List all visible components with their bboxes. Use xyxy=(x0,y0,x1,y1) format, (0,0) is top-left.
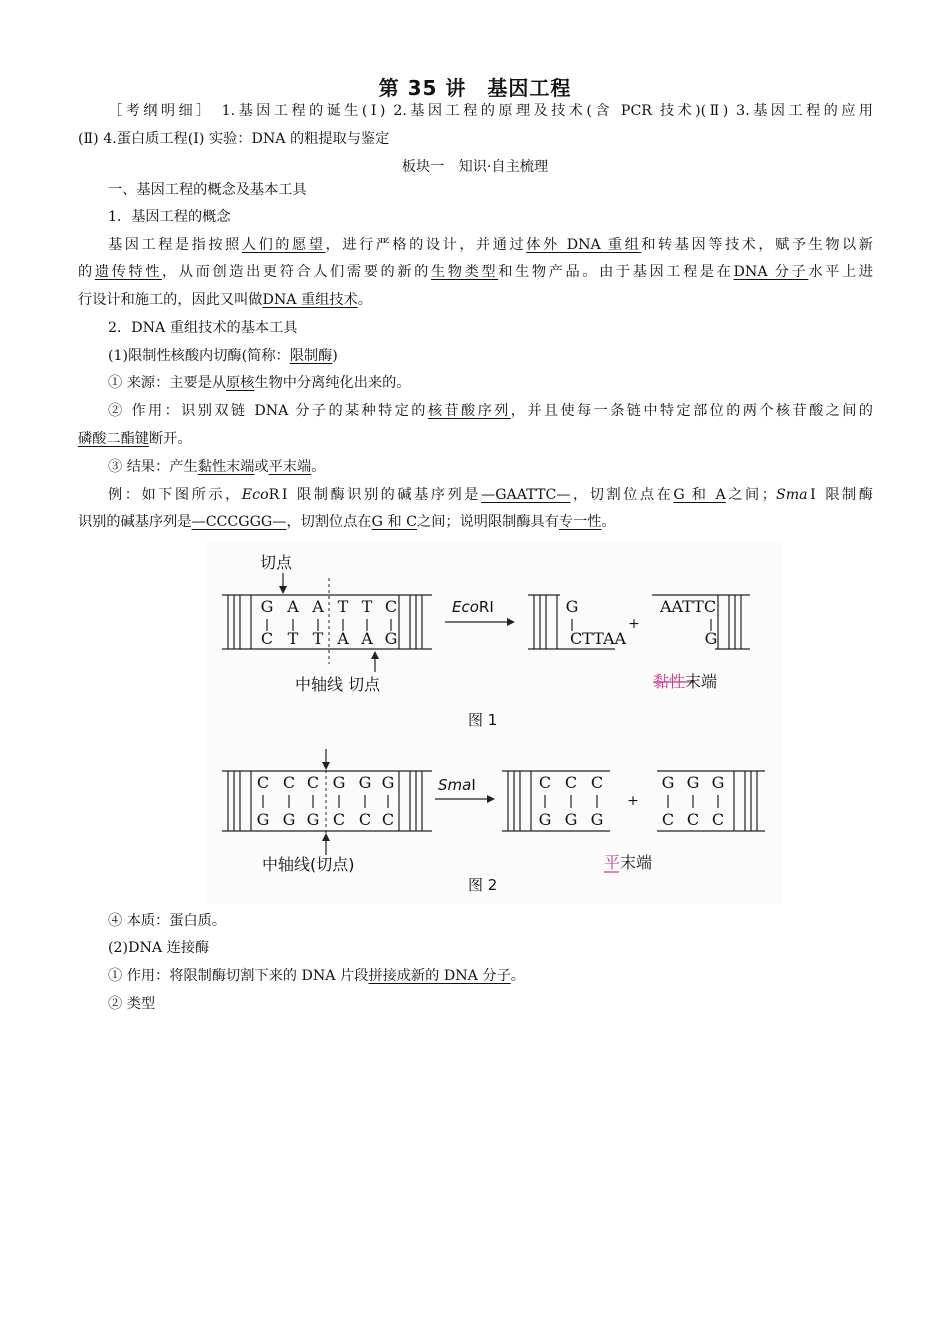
axis-label: 中轴线(切点) xyxy=(262,855,355,874)
blank-answer: 人们的愿望 xyxy=(241,237,326,253)
axis-label: 中轴线 切点 xyxy=(295,675,381,694)
text: ，进行严格的设计，并通过 xyxy=(325,237,527,253)
base-letter: A xyxy=(312,597,324,616)
enzyme1-example-2 xyxy=(78,512,873,532)
blank-answer: G 和 A xyxy=(673,487,726,503)
base-letter: G xyxy=(282,810,296,829)
blank-answer: 体外 DNA 重组 xyxy=(526,237,642,253)
base-letter: A xyxy=(287,597,299,616)
syllabus-line-1: ［考纲明细］ 1.基因工程的诞生(Ⅰ) 2.基因工程的原理及技术(含 PCR 技术)(Ⅱ) 3.基因工程的应用 xyxy=(108,103,873,119)
enzyme1-function xyxy=(108,401,873,421)
end-label-accent: 黏性 xyxy=(653,672,686,691)
text: 或 xyxy=(254,459,269,475)
base-letter: G xyxy=(332,773,346,792)
caption: 图 1 xyxy=(468,711,498,729)
caption: 图 2 xyxy=(468,876,498,894)
heading-1: 一、基因工程的概念及基本工具 xyxy=(108,182,307,198)
product-right-bottom: G xyxy=(704,629,718,648)
text: 的 xyxy=(78,264,95,280)
end-label-rest: 末端 xyxy=(620,853,653,872)
base-letter: C xyxy=(686,810,700,829)
enzyme1-function-2 xyxy=(78,429,873,449)
enzyme1-name xyxy=(108,346,873,366)
base-letter: C xyxy=(260,629,274,648)
end-label-rest: 末端 xyxy=(685,672,718,691)
enzyme-italic: Eco xyxy=(452,598,479,616)
base-letter: G xyxy=(711,773,725,792)
base-letter: G xyxy=(256,810,270,829)
end-label-accent: 平 xyxy=(604,853,621,872)
base-letter: C xyxy=(381,810,395,829)
text: 断开。 xyxy=(148,431,192,447)
text: 之间；说明限制酶具有 xyxy=(417,514,559,530)
base-letter: C xyxy=(538,773,552,792)
text: ，并且使每一条链中特定部位的两个核苷酸之间的 xyxy=(510,403,873,419)
blank-answer: 生物类型 xyxy=(430,264,499,280)
diagram-svg xyxy=(205,542,782,904)
enzyme1-example xyxy=(108,485,873,505)
text: 。 xyxy=(357,292,372,308)
text: 。 xyxy=(510,968,525,984)
product-left-bottom: CTTAA xyxy=(569,629,627,648)
enzyme-italic: Sma xyxy=(438,776,472,794)
blank-answer: G 和 C xyxy=(371,514,418,530)
text: ③ 结果：产生 xyxy=(108,459,198,475)
heading-1-2: 2．DNA 重组技术的基本工具 xyxy=(108,320,298,336)
enzyme2-function xyxy=(108,966,873,986)
base-letter: G xyxy=(306,810,320,829)
syllabus-line-2: (Ⅱ) 4.蛋白质工程(Ⅰ) 实验：DNA 的粗提取与鉴定 xyxy=(78,131,390,147)
base-letter: G xyxy=(384,629,398,648)
text: 识别的碱基序列是 xyxy=(78,514,192,530)
text: 。 xyxy=(601,514,616,530)
text: 之间； xyxy=(725,487,776,503)
base-letter: C xyxy=(332,810,346,829)
text: (1)限制性核酸内切酶(简称： xyxy=(108,348,290,364)
text: 。 xyxy=(311,459,326,475)
base-letter: C xyxy=(564,773,578,792)
fig1 xyxy=(222,573,750,682)
reaction-arrowhead xyxy=(487,795,495,803)
text: 行设计和施工的，因此又叫做 xyxy=(78,292,263,308)
text: ① 来源：主要是从 xyxy=(108,375,227,391)
text: 和转基因等技术，赋予生物以新 xyxy=(641,237,873,253)
product-right-top: AATTC xyxy=(659,597,717,616)
concept-line-1 xyxy=(108,235,873,255)
base-letter: G xyxy=(661,773,675,792)
base-letter: G xyxy=(590,810,604,829)
end-label xyxy=(604,853,652,872)
base-letter: C xyxy=(590,773,604,792)
cut-arrowhead xyxy=(322,762,330,770)
plus-sign: + xyxy=(628,616,640,632)
base-letter: G xyxy=(538,810,552,829)
blank-answer: DNA 分子 xyxy=(733,264,809,280)
base-letter: G xyxy=(381,773,395,792)
page-title: 第 35 讲 基因工程 xyxy=(378,76,572,100)
text: Ⅰ 限制酶 xyxy=(807,487,873,503)
base-letter: T xyxy=(312,629,324,648)
blank-answer: —CCCGGG— xyxy=(191,514,287,530)
base-letter: A xyxy=(337,629,349,648)
base-letter: C xyxy=(256,773,270,792)
fig2 xyxy=(222,749,765,872)
enzyme1-nature: ④ 本质：蛋白质。 xyxy=(108,913,227,929)
text: ) xyxy=(332,348,338,364)
blank-answer: 黏性末端 xyxy=(197,459,255,475)
enzyme-suffix: Ⅰ xyxy=(471,776,476,794)
cut-arrowhead xyxy=(279,586,287,594)
text: 和生物产品。由于基因工程是在 xyxy=(498,264,734,280)
enzyme2-type: ② 类型 xyxy=(108,996,156,1012)
text: 水平上进 xyxy=(808,264,873,280)
base-letter: G xyxy=(686,773,700,792)
concept-line-3 xyxy=(78,290,873,310)
cut-arrowhead xyxy=(322,833,330,841)
cut-arrowhead xyxy=(371,651,379,659)
enzyme-name: Sma xyxy=(775,487,808,503)
end-label xyxy=(653,672,717,691)
enzyme1-result xyxy=(108,457,873,477)
text: 生物中分离纯化出来的。 xyxy=(254,375,411,391)
fig2-labels xyxy=(262,776,652,894)
base-letter: T xyxy=(337,597,349,616)
base-letter: C xyxy=(306,773,320,792)
text: ，切割位点在 xyxy=(570,487,674,503)
reaction-arrowhead xyxy=(507,618,515,626)
base-letter: T xyxy=(287,629,299,648)
enzyme-suffix: RⅠ xyxy=(478,598,494,616)
blank-answer: 平末端 xyxy=(268,459,312,475)
restriction-diagram xyxy=(205,542,782,904)
blank-answer: 拼接成新的 DNA 分子 xyxy=(368,968,511,984)
enzyme-name: Eco xyxy=(241,487,269,503)
plus-sign: + xyxy=(627,793,639,809)
cut-label: 切点 xyxy=(260,553,293,572)
base-letter: C xyxy=(661,810,675,829)
text: ，从而创造出更符合人们需要的新的 xyxy=(162,264,431,280)
text: ① 作用：将限制酶切割下来的 DNA 片段 xyxy=(108,968,369,984)
blank-answer: 专一性 xyxy=(558,514,602,530)
enzyme-label xyxy=(438,776,476,794)
concept-line-2 xyxy=(78,262,873,282)
heading-1-1: 1．基因工程的概念 xyxy=(108,209,231,225)
base-letter: T xyxy=(361,597,373,616)
text: ，切割位点在 xyxy=(286,514,372,530)
base-letter: G xyxy=(358,773,372,792)
enzyme-label xyxy=(452,598,494,616)
section-header: 板块一 知识·自主梳理 xyxy=(401,159,549,175)
text: 例：如下图所示， xyxy=(108,487,242,503)
base-letter: A xyxy=(361,629,373,648)
enzyme2-name: (2)DNA 连接酶 xyxy=(108,940,210,956)
product-left-top: G xyxy=(565,597,579,616)
base-letter: G xyxy=(564,810,578,829)
base-letter: G xyxy=(260,597,274,616)
base-letter: C xyxy=(358,810,372,829)
base-letter: C xyxy=(384,597,398,616)
blank-answer: 限制酶 xyxy=(289,348,333,364)
enzyme1-source xyxy=(108,373,873,393)
blank-answer: 核苷酸序列 xyxy=(427,403,511,419)
blank-answer: —GAATTC— xyxy=(481,487,571,503)
text: 基因工程是指按照 xyxy=(108,237,242,253)
base-letter: C xyxy=(711,810,725,829)
text: RⅠ 限制酶识别的碱基序列是 xyxy=(268,487,482,503)
blank-answer: 原核 xyxy=(226,375,255,391)
blank-answer: DNA 重组技术 xyxy=(262,292,358,308)
blank-answer: 遗传特性 xyxy=(94,264,163,280)
blank-answer: 磷酸二酯键 xyxy=(78,431,149,447)
base-letter: C xyxy=(282,773,296,792)
text: ② 作用：识别双链 DNA 分子的某种特定的 xyxy=(108,403,428,419)
